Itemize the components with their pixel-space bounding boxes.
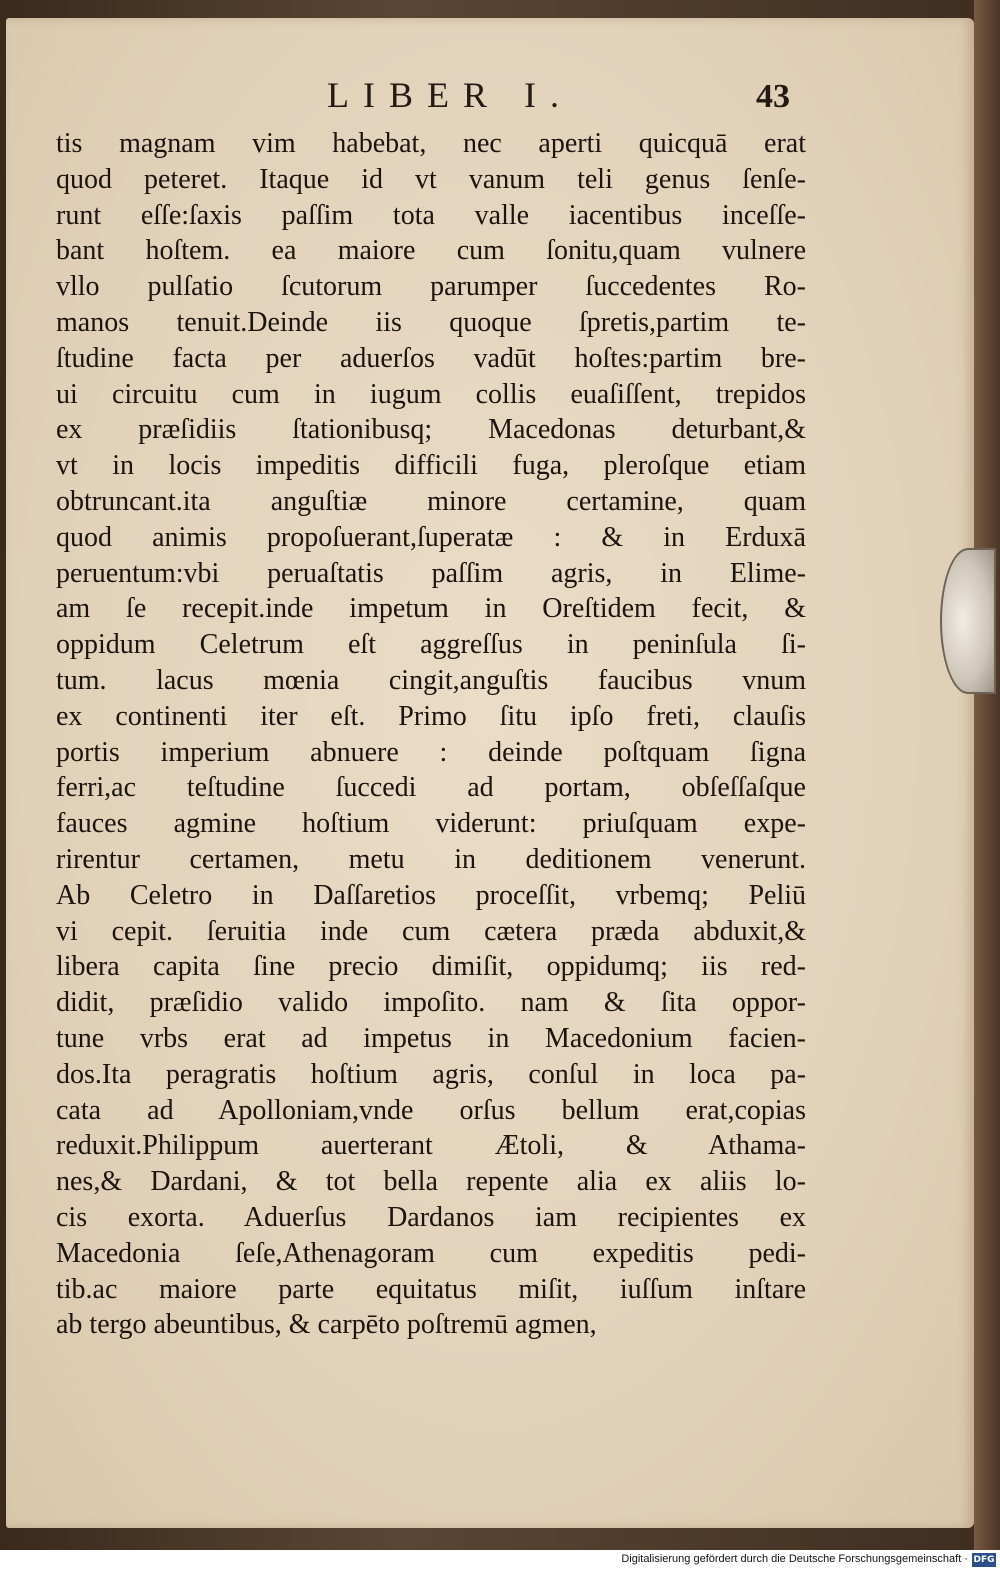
text-line: ex continenti iter eſt. Primo ſitu ipſo freti, clauſis [56, 700, 806, 732]
text-line: tune vrbs erat ad impetus in Macedonium facien- [56, 1022, 806, 1054]
text-line: quod peteret. Itaque id vt vanum teli genus ſenſe- [56, 163, 806, 195]
text-line: vllo pulſatio ſcutorum parumper ſuccedentes Ro- [56, 271, 806, 303]
text-line: rirentur certamen, metu in deditionem venerunt. [56, 843, 806, 875]
page-number: 43 [756, 78, 790, 115]
running-head: LIBER I. [327, 75, 573, 115]
text-line: vt in locis impeditis difficili fuga, pleroſque etiam [56, 450, 806, 482]
text-line: am ſe recepit.inde impetum in Oreſtidem fecit, & [56, 593, 806, 625]
text-line: didit, præſidio valido impoſito. nam & ſita oppor- [56, 987, 806, 1019]
text-line: cata ad Apolloniam,vnde orſus bellum erat,copias [56, 1094, 806, 1126]
text-line: peruentum:vbi peruaſtatis paſſim agris, in Elime- [56, 557, 806, 589]
text-line: manos tenuit.Deinde iis quoque ſpretis,partim te- [56, 306, 806, 338]
text-line: obtruncant.ita anguſtiæ minore certamine, quam [56, 485, 806, 517]
book-fore-edge [974, 0, 1000, 1550]
page-clip [940, 548, 996, 694]
text-line: tis magnam vim habebat, nec aperti quicquā erat [56, 128, 806, 159]
text-line: nes,& Dardani, & tot bella repente alia ex aliis lo- [56, 1166, 806, 1198]
text-line: oppidum Celetrum eſt aggreſſus in peninſula ſi- [56, 629, 806, 661]
text-line: ui circuitu cum in iugum collis euaſiſſent, trepidos [56, 378, 806, 410]
text-line: Ab Celetro in Daſſaretios proceſſit, vrbemq; Peliū [56, 879, 806, 911]
text-line: libera capita ſine precio dimiſit, oppidumq; iis red- [56, 951, 806, 983]
text-line: quod animis propoſuerant,ſuperatæ : & in Erduxā [56, 521, 806, 553]
text-line: bant hoſtem. ea maiore cum ſonitu,quam vulnere [56, 235, 806, 267]
text-line: reduxit.Philippum auerterant Ætoli, & Athama- [56, 1130, 806, 1162]
text-line: ab tergo abeuntibus, & carpēto poſtremū agmen, [56, 1309, 597, 1341]
text-line: fauces agmine hoſtium viderunt: priuſquam expe- [56, 808, 806, 840]
text-line: tum. lacus mœnia cingit,anguſtis faucibus vnum [56, 664, 806, 696]
funding-note: Digitalisierung gefördert durch die Deutsche Forschungsgemeinschaft · [621, 1553, 968, 1565]
text-line: ferri,ac teſtudine ſuccedi ad portam, obſeſſaſque [56, 772, 806, 804]
dfg-logo: DFG [973, 1555, 995, 1565]
text-line: dos.Ita peragratis hoſtium agris, conſul in loca pa- [56, 1058, 806, 1090]
text-line: portis imperium abnuere : deinde poſtquam ſigna [56, 736, 806, 768]
text-line: ſtudine facta per aduerſos vadūt hoſtes:partim bre- [56, 342, 806, 374]
text-line: runt eſſe:ſaxis paſſim tota valle iacentibus inceſſe- [56, 199, 806, 231]
text-line: Macedonia ſeſe,Athenagoram cum expeditis pedi- [56, 1237, 806, 1269]
text-line: tib.ac maiore parte equitatus miſit, iuſſum inſtare [56, 1273, 806, 1305]
text-line: cis exorta. Aduerſus Dardanos iam recipientes ex [56, 1201, 806, 1233]
body-text [56, 126, 806, 1343]
text-line: ex præſidiis ſtationibusq; Macedonas deturbant,& [56, 414, 806, 446]
text-line: vi cepit. ſeruitia inde cum cætera præda abduxit,& [56, 915, 806, 947]
